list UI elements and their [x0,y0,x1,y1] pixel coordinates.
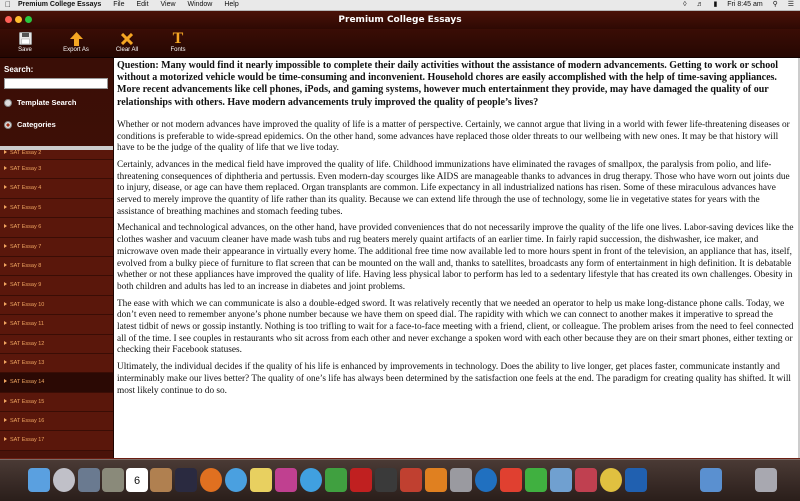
battery-icon[interactable]: ▮ [713,1,718,8]
apple-menu-icon[interactable] [5,0,11,10]
essay-label: SAT Essay 3 [10,166,42,172]
template-search-radio[interactable] [4,99,12,107]
essay-item-3[interactable] [0,160,113,179]
disclosure-triangle-icon [4,166,7,170]
template-search-label: Template Search [17,98,77,107]
search-label: Search: [4,65,34,74]
disclosure-triangle-icon [4,244,7,248]
sidebar [0,58,114,458]
dock [0,459,800,501]
essay-list [0,150,113,458]
messages-icon[interactable] [275,468,297,492]
essay-item-17[interactable] [0,431,113,450]
save-icon [5,30,45,47]
template-search-option[interactable] [4,98,76,107]
essay-label: SAT Essay 7 [10,243,42,250]
notes-icon[interactable] [225,468,247,492]
word-icon[interactable] [475,468,497,492]
notification-center-icon[interactable]: ☰ [787,1,794,8]
books-icon[interactable] [400,468,422,492]
toolbar [0,29,800,58]
fonts-label: Fonts [170,47,186,53]
essay-item-10[interactable] [0,296,113,315]
calendar-day: 6 [133,475,141,487]
disclosure-triangle-icon [4,205,7,209]
disclosure-triangle-icon [4,282,7,286]
disclosure-triangle-icon [4,150,7,154]
excel-icon[interactable] [525,468,547,492]
menu-bar [0,0,800,11]
clear-all-label: Clear All [115,47,139,53]
essay-item-14[interactable] [0,373,113,392]
essay-label: SAT Essay 14 [10,379,45,386]
wifi-icon[interactable]: ◊ [683,1,687,8]
essay-paragraph-3: Mechanical and technological advances, on the other hand, have provided conveniences that do not necessarily improve the quality of the life one lives. Labor-saving devices like the clothes washer and vacuum cleaner have made wash tubs and rug beaters merely quaint artifacts of an earlier time. In fairly rapid succession, the dishwasher, ice maker, and microwave oven made their appearance in virtually every home. The additional free time now available led to more hours spent in front of the television, an appliance that has, itself, evolved from a bulky piece of furniture to flat screen that can be mounted on the wall and, thanks to satellites, broadcasts any form of entertainment in high definition. It is debatable whether or not these appliances have improved the quality of life. Having less physical labor to perform has led to a sedentary lifestyle that has created its own challenges. Obesity in both children and adults has led to an increase in diabetes and joint problems. [117,223,794,292]
essay-label: SAT Essay 8 [10,262,42,269]
essay-question: Question: Many would find it nearly impossible to complete their daily activities without the assistance of modern advancements. Getting to work or school without a motorized vehicle would be time-consuming and inconvenient. Household chores are easily accomplished with the help of time-saving appliances. More recent advancements like cell phones, iPods, and gaming systems, however much entertainment they provide, may have damaged the quality of our relationships with others. Have modern advancements truly improved the quality of people’s lives? [117,60,778,108]
firefox-icon[interactable] [175,468,197,492]
itunes-icon[interactable] [375,468,397,492]
essay-item-9[interactable] [0,276,113,295]
contacts-icon[interactable] [150,468,172,492]
essay-item-6[interactable] [0,218,113,237]
menu-help[interactable]: Help [224,1,239,8]
menu-file[interactable]: File [113,1,125,8]
system-prefs-icon[interactable] [450,468,472,492]
photobooth-icon[interactable] [325,468,347,492]
essay-label: SAT Essay 5 [10,204,42,211]
mission-control-icon[interactable] [78,468,100,492]
spotlight-icon[interactable]: ⚲ [772,1,778,8]
fonts-button[interactable] [158,30,198,53]
categories-label: Categories [17,120,56,129]
app-store-icon[interactable] [425,468,447,492]
fonts-t-icon: T [172,29,184,47]
essay-label: SAT Essay 13 [10,359,45,366]
disclosure-triangle-icon [4,185,7,189]
essay-item-8[interactable] [0,257,113,276]
disclosure-triangle-icon [4,263,7,267]
documents-icon[interactable] [625,468,647,492]
essay-label: SAT Essay 12 [10,340,45,347]
menu-edit[interactable]: Edit [136,1,149,8]
disclosure-triangle-icon [4,437,7,441]
essay-item-11[interactable] [0,315,113,334]
export-as-button[interactable] [56,30,96,53]
essay-paragraph-1: Whether or not modern advances have improved the quality of life is a matter of perspective. Certainly, we cannot argue that living in a world with fewer life-threatening diseases or conditions is preferable to wide-spread epidemics. On the other hand, some advances have replaced those older threats to our wellbeing with new ones. It may be that history will have to be the judge of the quality of life that we live today. [117,119,790,154]
essay-label: SAT Essay 2 [10,150,42,156]
essay-paragraph-2: Certainly, advances in the medical field have improved the quality of life. Childhood immunizations have eliminated the ravages of smallpox, the paralysis from polio, and life-threatening consequences of diphtheria and pertussis. Even modern-day scourges like AIDS are manageable thanks to advances in drug therapy. Those who have worn out joints due to injury, disease, or age can have them replaced. Organ transplants are common. Life expectancy in all industrialized nations has risen. Some of these miraculous advances have served to merely improve the quantity of life rather than its quality. Because we can extend life through the use of technology, some lie in vegetative states for years with the assistance of breathing machines and stomach feeding tubes. [117,159,790,217]
essay-item-16[interactable] [0,412,113,431]
x-mark-icon [107,30,147,47]
save-label: Save [18,47,32,53]
disclosure-triangle-icon [4,321,7,325]
safari-icon[interactable] [200,468,222,492]
disclosure-triangle-icon [4,360,7,364]
music-icon[interactable] [350,468,372,492]
essay-label: SAT Essay 15 [10,398,45,405]
essay-item-15[interactable] [0,393,113,412]
essay-item-2[interactable] [0,150,113,160]
powerpoint-icon[interactable] [500,468,522,492]
save-button[interactable] [5,30,45,53]
disclosure-triangle-icon [4,302,7,306]
essay-text-view[interactable] [114,58,798,458]
finder-icon[interactable] [28,468,50,492]
window-title-bar[interactable] [0,11,800,29]
calendar-icon[interactable] [126,468,148,492]
preview-icon[interactable] [102,468,124,492]
essay-label: SAT Essay 10 [10,301,45,308]
trash-icon[interactable] [755,468,777,492]
menu-app-name[interactable]: Premium College Essays [18,1,102,8]
disclosure-triangle-icon [4,418,7,422]
essay-paragraph-5: Ultimately, the individual decides if the quality of his life is enhanced by improvements in technology. Does the ability to live longer, get places faster, communicate instantly and interminably make our lives better? The quality of one’s life has always been determined by the satisfaction one feels at the end. The paradigm for creating quality has shifted. It will most likely continue to do so. [117,362,791,396]
essay-label: SAT Essay 17 [10,437,45,444]
photos-icon[interactable] [250,468,272,492]
export-as-label: Export As [63,47,89,53]
downloads-icon[interactable] [700,468,722,492]
disclosure-triangle-icon [4,341,7,345]
search-input[interactable] [4,78,108,89]
essay-label: SAT Essay 6 [10,224,42,231]
volume-icon[interactable]: ♬ [696,1,704,8]
essay-label: SAT Essay 16 [10,418,45,425]
menu-window[interactable]: Window [187,1,213,8]
essay-label: SAT Essay 9 [10,282,42,289]
facetime-icon[interactable] [300,468,322,492]
essay-item-13[interactable] [0,354,113,373]
essay-item-12[interactable] [0,335,113,354]
up-arrow-icon [56,30,96,47]
categories-option[interactable] [4,120,56,129]
essay-item-7[interactable] [0,238,113,257]
categories-radio[interactable] [4,121,12,129]
essay-label: SAT Essay 4 [10,185,42,192]
outlook-icon[interactable] [550,468,572,492]
essay-paragraph-4: The ease with which we can communicate is also a double-edged sword. It was relatively recently that we needed an operator to help us make long-distance phone calls. Today, we don’t even need to remember anyone’s phone number because we have them on speed dial. The rapidity with which we can connect to another makes it imperative to spread the latest tidbit of news or gossip instantly. Nothing is too trifling to wait for a face-to-face meeting with a friend, client, or colleague. The problem arises from the need to feel connected all of the time. I see couples in restaurants who sit across from each other and never exchange a spoken word with each other because they are on their smart phones, either texting or checking their Facebook statuses. [117,298,794,356]
essay-item-5[interactable] [0,199,113,218]
menu-clock[interactable]: Fri 8:45 am [727,1,763,8]
tools-icon[interactable] [575,468,597,492]
disclosure-triangle-icon [4,224,7,228]
window-title: Premium College Essays [338,15,462,25]
chrome-icon[interactable] [600,468,622,492]
clear-all-button[interactable] [107,30,147,53]
disclosure-triangle-icon [4,379,7,383]
launchpad-icon[interactable] [53,468,75,492]
essay-item-4[interactable] [0,179,113,198]
disclosure-triangle-icon [4,399,7,403]
essay-label: SAT Essay 11 [10,321,44,328]
menu-view[interactable]: View [160,1,176,8]
